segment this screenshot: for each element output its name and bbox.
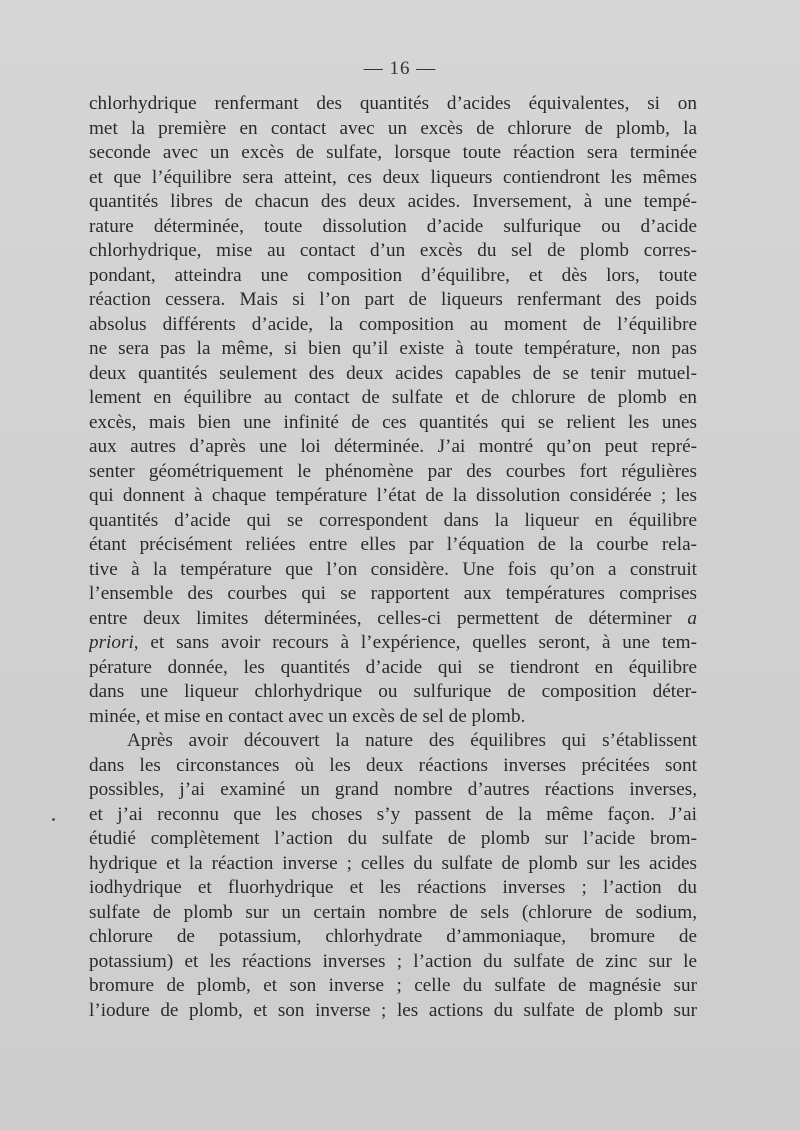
text-line: pérature donnée, les quantités d’acide qui se tiendront en équilibre	[89, 656, 697, 678]
text-line: entre deux limites déterminées, celles-ci permettent de déterminer a	[89, 607, 697, 629]
text-line: senter géométriquement le phénomène par des courbes fort régulières	[89, 460, 697, 482]
text-line: rature déterminée, toute dissolution d’acide sulfurique ou d’acide	[89, 215, 697, 237]
text-line: potassium) et les réactions inverses ; l’action du sulfate de zinc sur le	[89, 950, 697, 972]
paper-speck	[52, 818, 55, 821]
text-line: met la première en contact avec un excès de chlorure de plomb, la	[89, 117, 697, 139]
text-line: possibles, j’ai examiné un grand nombre d’autres réactions inverses,	[89, 779, 697, 800]
text-line: tive à la température que l’on considère. Une fois qu’on a construit	[89, 558, 697, 580]
text-line: sulfate de plomb sur un certain nombre de sels (chlorure de sodium,	[89, 901, 697, 923]
text-line: réaction cessera. Mais si l’on part de liqueurs renfermant des poids	[89, 289, 697, 310]
text-line: qui donnent à chaque température l’état de la dissolution considérée ; les	[89, 485, 697, 506]
text-line: pondant, atteindra une composition d’équilibre, et dès lors, toute	[89, 264, 697, 286]
paragraph-2	[89, 729, 697, 1023]
text-line: hydrique et la réaction inverse ; celles du sulfate de plomb sur les acides	[89, 852, 697, 874]
text-line: chlorhydrique, mise au contact d’un excès du sel de plomb corres-	[89, 240, 697, 261]
text-line: aux autres d’après une loi déterminée. J’ai montré qu’on peut repré-	[89, 436, 697, 457]
text-line: bromure de plomb, et son inverse ; celle du sulfate de magnésie sur	[89, 975, 697, 996]
text-line: deux quantités seulement des deux acides capables de se tenir mutuel-	[89, 362, 697, 384]
text-line: priori, et sans avoir recours à l’expérience, quelles seront, à une tem-	[89, 632, 697, 653]
text-line: minée, et mise en contact avec un excès de sel de plomb.	[89, 705, 526, 727]
text-line: ne sera pas la même, si bien qu’il existe à toute température, non pas	[89, 338, 697, 359]
page-number: — 16 —	[363, 58, 437, 79]
text-line: absolus différents d’acide, la composition au moment de l’équilibre	[89, 313, 697, 335]
text-line: étant précisément reliées entre elles par l’équation de la courbe rela-	[89, 534, 697, 555]
text-line: l’ensemble des courbes qui se rapportent aux températures comprises	[89, 583, 697, 604]
text-line: quantités libres de chacun des deux acides. Inversement, à une tempé-	[89, 191, 697, 212]
paragraph-1	[89, 92, 697, 729]
body-text	[89, 92, 697, 1023]
text-line: et j’ai reconnu que les choses s’y passent de la même façon. J’ai	[89, 803, 697, 825]
text-line: chlorure de potassium, chlorhydrate d’ammoniaque, bromure de	[89, 926, 697, 947]
text-line: et que l’équilibre sera atteint, ces deux liqueurs contiendront les mêmes	[89, 166, 697, 188]
text-line: dans les circonstances où les deux réactions inverses précitées sont	[89, 754, 697, 776]
text-line: iodhydrique et fluorhydrique et les réactions inverses ; l’action du	[89, 877, 697, 898]
text-line: chlorhydrique renfermant des quantités d’acides équivalentes, si on	[89, 93, 697, 114]
text-line: l’iodure de plomb, et son inverse ; les actions du sulfate de plomb sur	[89, 999, 697, 1021]
text-line: étudié complètement l’action du sulfate de plomb sur l’acide brom-	[89, 828, 697, 849]
text-line: lement en équilibre au contact de sulfate et de chlorure de plomb en	[89, 387, 697, 408]
text-line: excès, mais bien une infinité de ces quantités qui se relient les unes	[89, 411, 697, 433]
text-line: dans une liqueur chlorhydrique ou sulfurique de composition déter-	[89, 681, 697, 702]
text-line: Après avoir découvert la nature des équilibres qui s’établissent	[127, 730, 697, 751]
text-line: quantités d’acide qui se correspondent dans la liqueur en équilibre	[89, 509, 697, 531]
text-line: seconde avec un excès de sulfate, lorsque toute réaction sera terminée	[89, 142, 697, 163]
